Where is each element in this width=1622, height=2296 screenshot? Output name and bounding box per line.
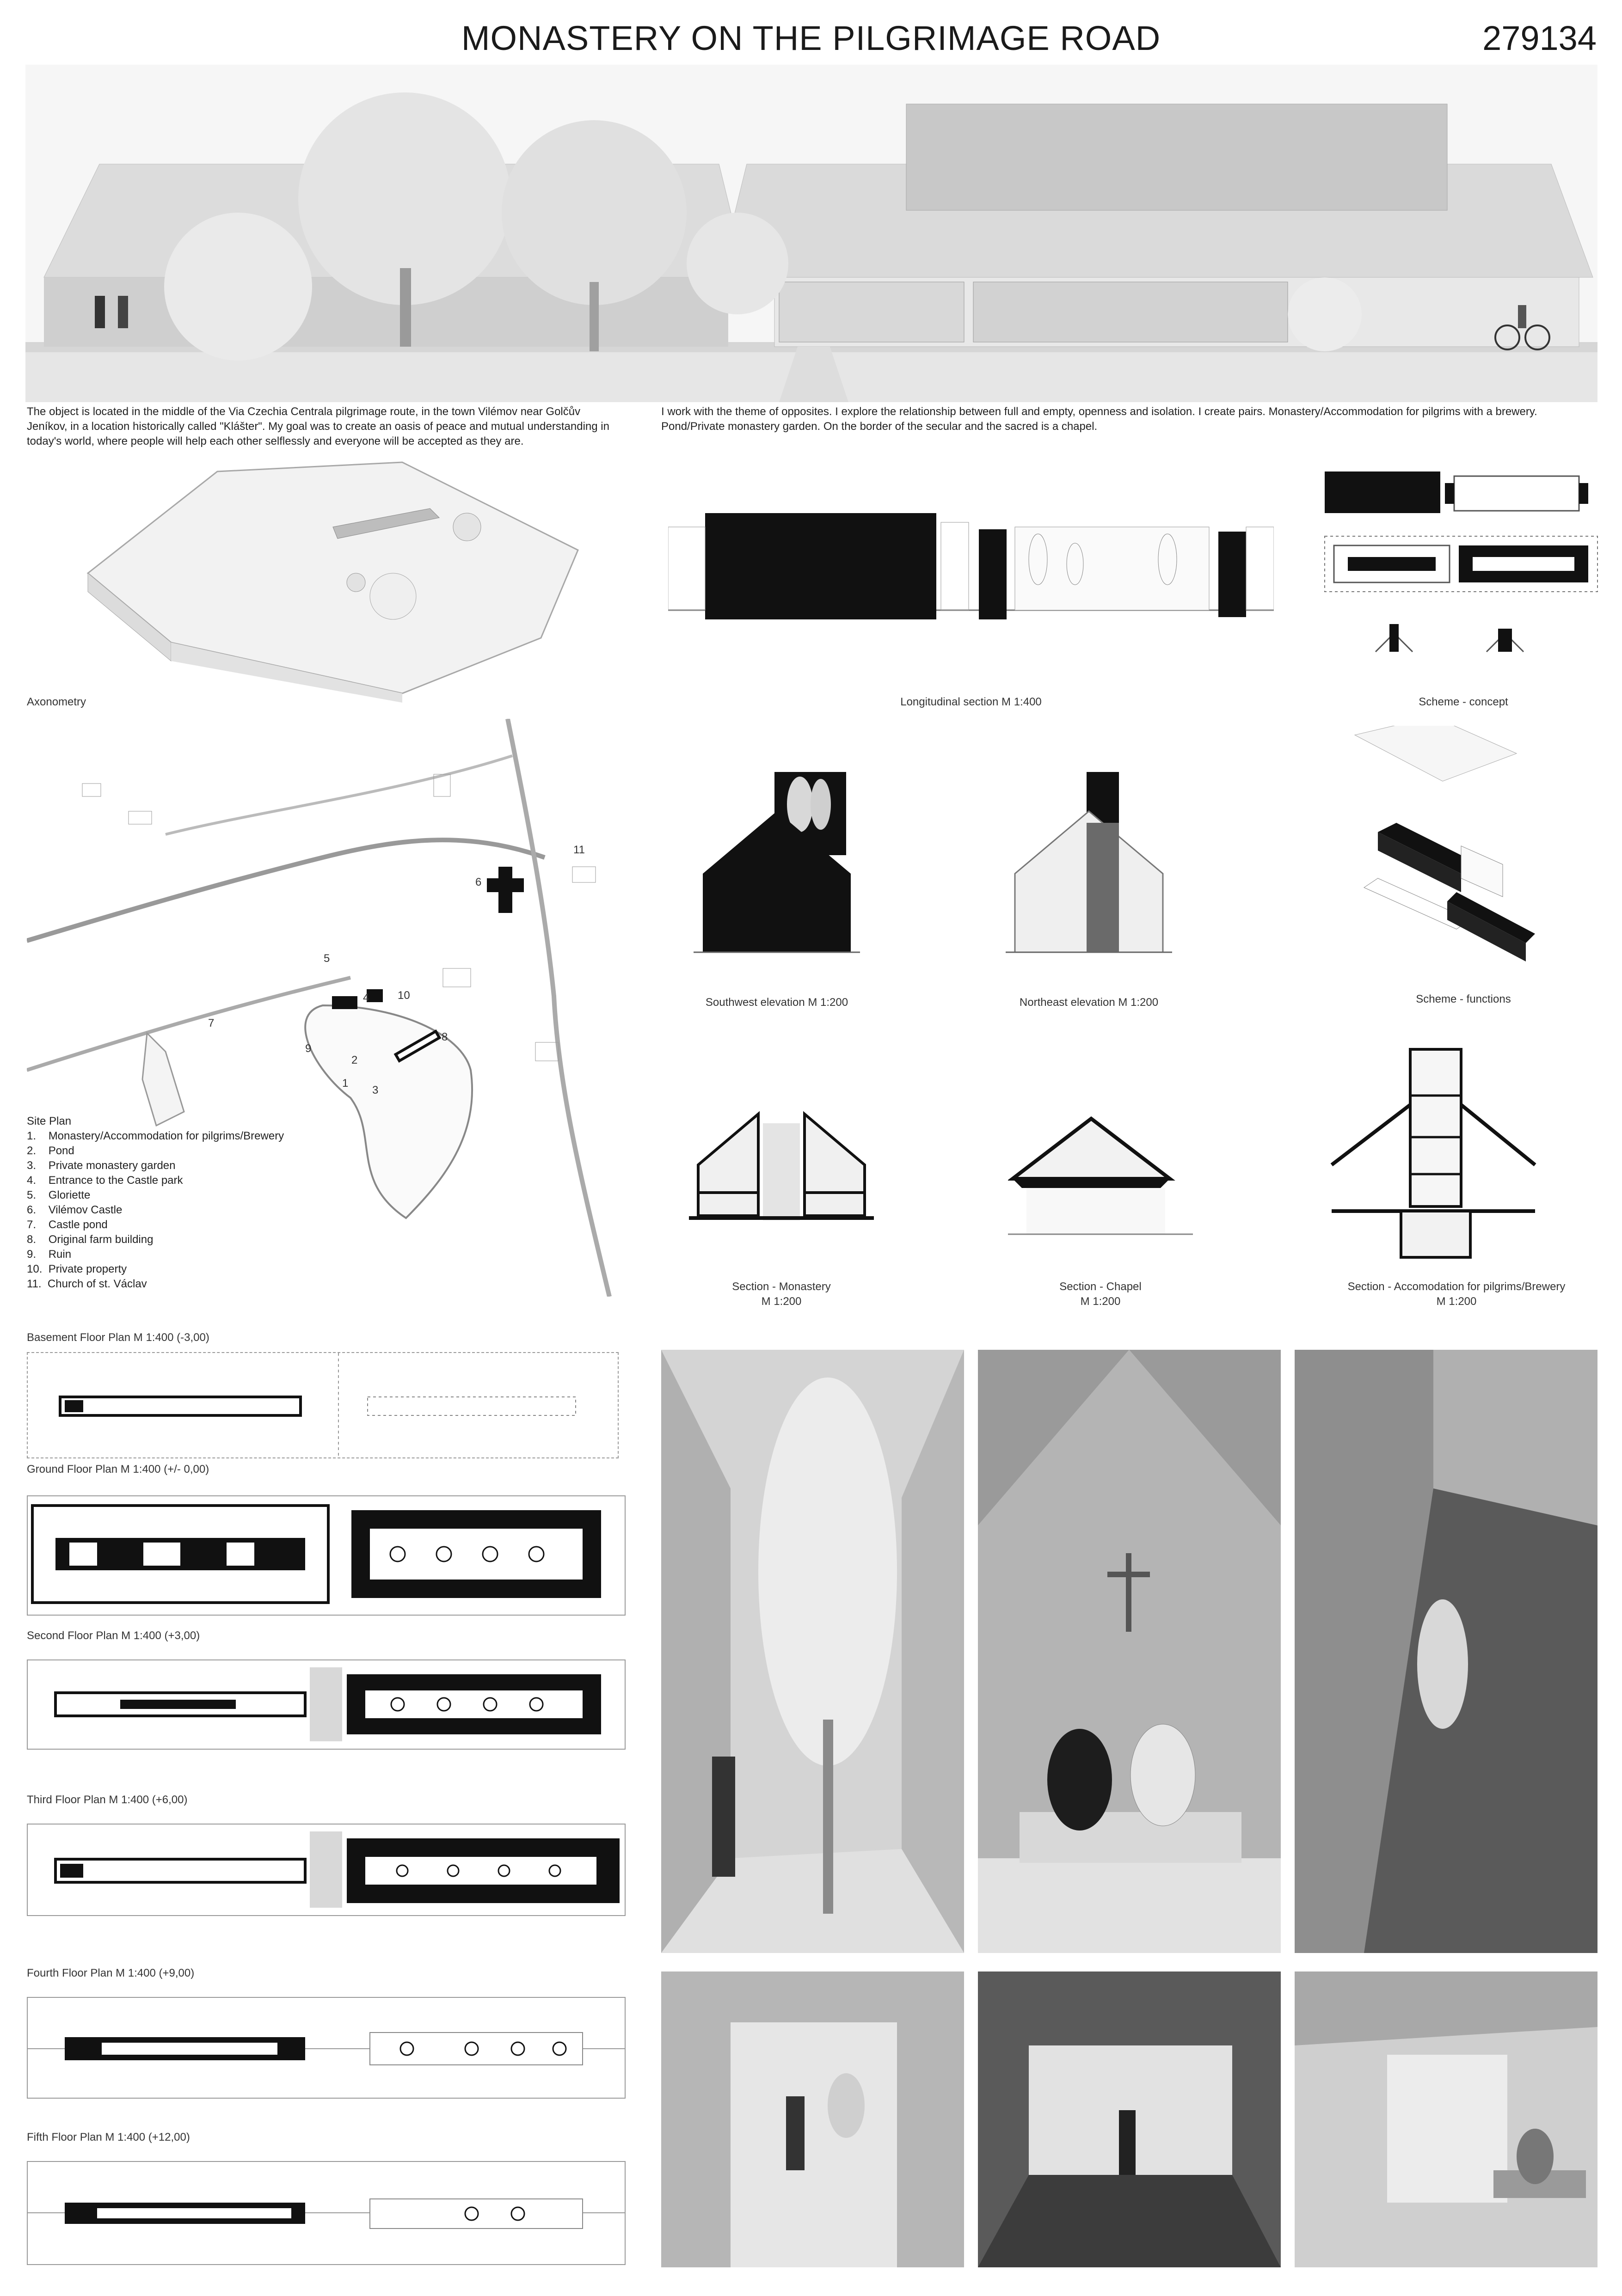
axonometry-caption: Axonometry xyxy=(27,696,86,708)
site-label-4: 4 xyxy=(363,992,369,1004)
section-chapel-drawing xyxy=(1008,1109,1193,1248)
project-code: 279134 xyxy=(1482,19,1597,57)
floor-plan-fifth-label: Fifth Floor Plan M 1:400 (+12,00) xyxy=(27,2131,190,2143)
site-legend-item-11: 11. Church of st. Václav xyxy=(27,1278,147,1290)
intro-text-left: The object is located in the middle of the Via Czechia Centrala pilgrimage route, in the town Vilémov near Golčův Jeníkov, in a location historically called "Klášter". My goal was to create an oasis of peace and mutual understanding in today's world, where people will help each other selflessly and everyone will be accepted as they are. xyxy=(27,405,609,447)
section-accommodation-drawing xyxy=(1322,1045,1544,1267)
section-chapel-caption-line2: M 1:200 xyxy=(1080,1295,1121,1308)
site-legend-item-9: 9. Ruin xyxy=(27,1248,72,1261)
render-chapel-interior xyxy=(978,1350,1281,1953)
longitudinal-section-caption: Longitudinal section M 1:400 xyxy=(900,696,1042,708)
floor-plan-ground xyxy=(27,1495,626,1616)
site-label-7: 7 xyxy=(208,1017,215,1029)
hero-elevation-illustration xyxy=(25,65,1597,402)
site-label-2: 2 xyxy=(351,1054,358,1066)
site-label-11: 11 xyxy=(573,844,585,856)
floor-plan-third xyxy=(27,1824,626,1916)
site-legend-item-7: 7. Castle pond xyxy=(27,1218,108,1231)
floor-plan-fourth-label: Fourth Floor Plan M 1:400 (+9,00) xyxy=(27,1967,195,1979)
site-legend-item-8: 8. Original farm building xyxy=(27,1233,154,1246)
site-legend-item-3: 3. Private monastery garden xyxy=(27,1159,176,1172)
site-label-1: 1 xyxy=(342,1077,349,1090)
scheme-functions-caption: Scheme - functions xyxy=(1416,993,1511,1005)
render-staircase xyxy=(1295,1350,1597,1953)
floor-plan-fifth xyxy=(27,2161,626,2265)
section-monastery-drawing xyxy=(689,1096,874,1257)
section-monastery-caption-line2: M 1:200 xyxy=(761,1295,802,1308)
site-label-9: 9 xyxy=(305,1042,312,1055)
site-legend-item-6: 6. Vilémov Castle xyxy=(27,1204,123,1216)
site-legend-item-4: 4. Entrance to the Castle park xyxy=(27,1174,183,1187)
floor-plan-third-label: Third Floor Plan M 1:400 (+6,00) xyxy=(27,1794,188,1806)
site-label-8: 8 xyxy=(442,1031,448,1043)
site-label-3: 3 xyxy=(372,1084,379,1096)
longitudinal-section-drawing xyxy=(668,504,1274,624)
axonometry-drawing xyxy=(79,444,620,703)
page-title: MONASTERY ON THE PILGRIMAGE ROAD xyxy=(461,19,1161,57)
site-label-6: 6 xyxy=(475,876,482,888)
site-legend-item-5: 5. Gloriette xyxy=(27,1189,91,1201)
render-brewery-interior xyxy=(1295,1971,1597,2267)
floor-plan-second xyxy=(27,1659,626,1750)
site-legend-item-1: 1. Monastery/Accommodation for pilgrims/Brewery xyxy=(27,1130,284,1142)
scheme-concept-drawing xyxy=(1320,467,1607,670)
southwest-elevation-drawing xyxy=(694,767,860,961)
scheme-concept-caption: Scheme - concept xyxy=(1419,696,1508,708)
section-accommodation-caption-line2: M 1:200 xyxy=(1436,1295,1477,1308)
section-accommodation-caption-line1: Section - Accomodation for pilgrims/Brewery xyxy=(1347,1280,1566,1293)
render-corridor-to-garden xyxy=(978,1971,1281,2267)
floor-plan-ground-label: Ground Floor Plan M 1:400 (+/- 0,00) xyxy=(27,1463,209,1476)
intro-text-right: I work with the theme of opposites. I explore the relationship between full and empty, openness and isolation. I create pairs. Monastery/Accommodation for pilgrims with a brewery. Pond/Private monastery garden. On the border of the secular and the sacred is a chapel. xyxy=(661,405,1537,433)
northeast-elevation-drawing xyxy=(1006,767,1172,961)
site-label-10: 10 xyxy=(398,989,410,1002)
section-monastery-caption-line1: Section - Monastery xyxy=(732,1280,831,1293)
section-chapel-caption-line1: Section - Chapel xyxy=(1059,1280,1142,1293)
render-garden-gate xyxy=(661,1971,964,2267)
floor-plan-second-label: Second Floor Plan M 1:400 (+3,00) xyxy=(27,1629,200,1642)
site-plan-title: Site Plan xyxy=(27,1115,72,1127)
floor-plan-fourth xyxy=(27,1997,626,2099)
northeast-elevation-caption: Northeast elevation M 1:200 xyxy=(1019,996,1159,1009)
render-monastery-courtyard xyxy=(661,1350,964,1953)
site-label-5: 5 xyxy=(324,952,330,965)
floor-plan-basement xyxy=(27,1352,619,1458)
floor-plan-basement-label: Basement Floor Plan M 1:400 (-3,00) xyxy=(27,1331,209,1344)
site-plan-legend xyxy=(27,1114,397,1292)
southwest-elevation-caption: Southwest elevation M 1:200 xyxy=(705,996,848,1009)
site-legend-item-10: 10. Private property xyxy=(27,1263,127,1275)
scheme-functions-drawing xyxy=(1350,726,1544,985)
site-legend-item-2: 2. Pond xyxy=(27,1145,74,1157)
